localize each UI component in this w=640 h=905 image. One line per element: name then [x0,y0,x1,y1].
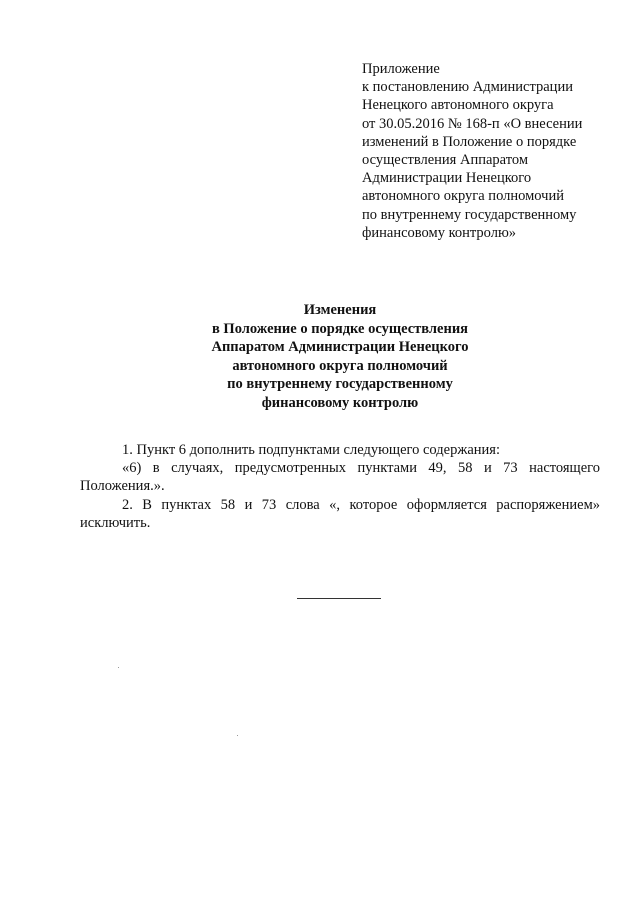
body-paragraph: «6) в случаях, предусмотренных пунктами 49, 58 и 73 настоящего Положения.». [80,460,600,495]
scan-speck [118,667,119,668]
title-line: Аппаратом Администрации Ненецкого [211,339,469,356]
appendix-header [362,60,622,242]
appendix-line: финансовому контролю» [362,224,517,241]
end-divider-line [297,598,381,599]
appendix-line: по внутреннему государственному [362,206,577,223]
scan-speck [237,735,238,736]
appendix-line: автономного округа полномочий [362,188,564,205]
appendix-line: от 30.05.2016 № 168-п «О внесении [362,115,583,132]
appendix-line: изменений в Положение о порядке [362,133,577,150]
appendix-line: к постановлению Администрации [362,79,573,96]
title-line: автономного округа полномочий [232,357,448,374]
body-paragraph: 1. Пункт 6 дополнить подпунктами следующего содержания: [122,442,500,458]
appendix-line: Ненецкого автономного округа [362,97,554,114]
title-line: в Положение о порядке осуществления [211,320,469,337]
appendix-line: Администрации Ненецкого [362,170,532,187]
title-line: по внутреннему государственному [227,376,453,393]
appendix-line: Приложение [362,61,440,77]
title-line: Изменения [303,302,377,318]
title-line: финансовому контролю [261,394,419,411]
document-body [80,441,600,532]
document-title [80,301,600,413]
body-paragraph: 2. В пунктах 58 и 73 слова «, которое оформляется распоряжением» исключить. [80,496,600,531]
appendix-line: осуществления Аппаратом [362,152,529,169]
